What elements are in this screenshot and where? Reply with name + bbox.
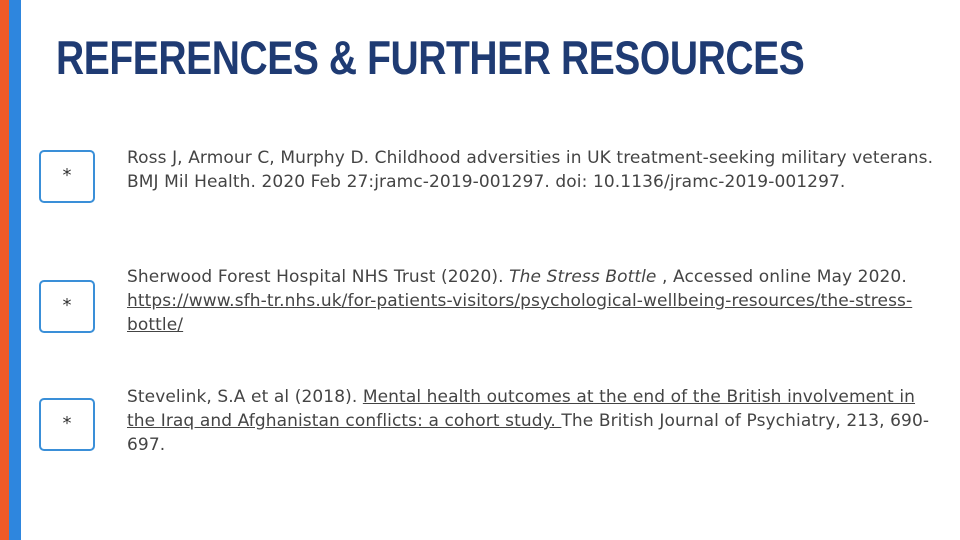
accent-bar-orange (0, 0, 9, 540)
bullet-box (39, 150, 95, 203)
reference-link[interactable]: https://www.sfh-tr.nhs.uk/for-patients-visitors/psychological-wellbeing-resources/the-stress-bottle/ (127, 291, 913, 335)
reference-text: Ross J, Armour C, Murphy D. Childhood adversities in UK treatment-seeking military veterans. BMJ Mil Health. 2020 Feb 27:jramc-2019-001297. doi: 10.1136/jramc-2019-001297. (127, 148, 934, 192)
accent-bar-blue (9, 0, 21, 540)
reference-text: , Accessed online May 2020. (656, 267, 907, 287)
reference-item (127, 385, 942, 457)
reference-link[interactable]: Mental health outcomes at the end of the British involvement in the Iraq and Afghanistan conflicts: a cohort study. (127, 387, 916, 431)
reference-text: The British Journal of Psychiatry, 213, 690-697. (127, 411, 930, 455)
asterisk-icon: * (62, 295, 72, 316)
reference-text: Stevelink, S.A et al (2018). (127, 387, 363, 407)
asterisk-icon: * (62, 413, 72, 434)
reference-title: The Stress Bottle (509, 267, 657, 287)
reference-item (127, 265, 942, 337)
reference-text: Sherwood Forest Hospital NHS Trust (2020). (127, 267, 510, 287)
reference-item (127, 146, 942, 194)
bullet-box (39, 280, 95, 333)
asterisk-icon: * (62, 165, 72, 186)
bullet-box (39, 398, 95, 451)
page-title: REFERENCES & FURTHER RESOURCES (56, 31, 805, 84)
